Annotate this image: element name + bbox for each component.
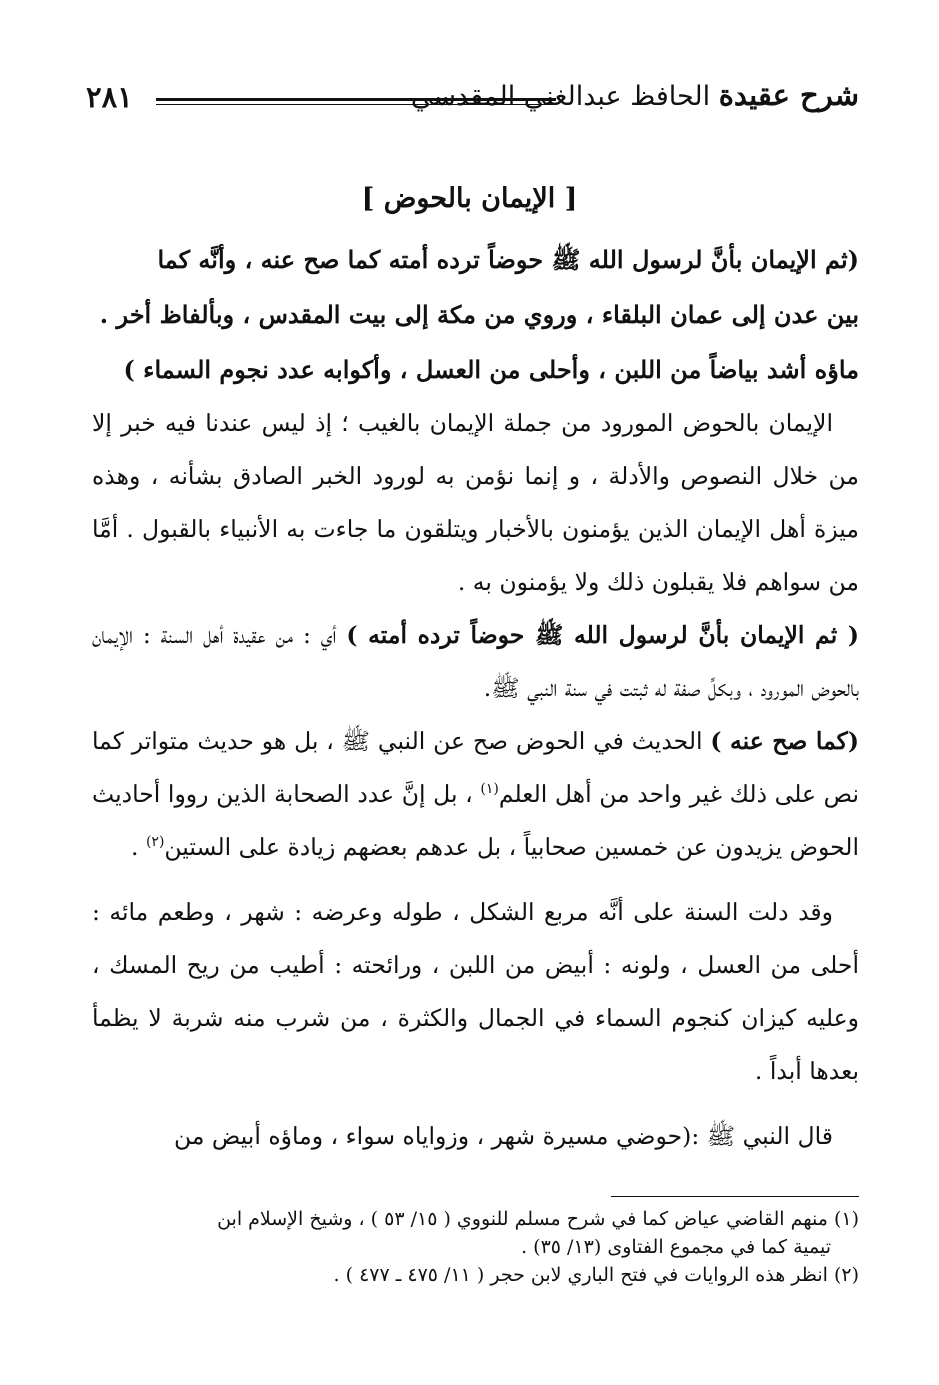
paragraph-3	[92, 715, 859, 874]
matn-block	[92, 232, 859, 397]
footnotes	[95, 1205, 859, 1289]
footnote-1-continued: تيمية كما في مجموع الفتاوى (١٣/ ٣٥) .	[521, 1236, 831, 1258]
book-title	[411, 78, 859, 112]
matn-line: ماؤه أشد بياضاً من اللبن ، وأحلى من العسل ، وأكوابه عدد نجوم السماء )	[123, 355, 859, 384]
section-heading: [ الإيمان بالحوض ]	[361, 183, 578, 214]
matn-line: (ثم الإيمان بأنَّ لرسول الله ﷺ حوضاً ترده أمته كما صح عنه ، وأنَّه كما	[157, 245, 859, 274]
paragraph-1: الإيمان بالحوض المورود من جملة الإيمان بالغيب ؛ إذ ليس عندنا فيه خبر إلا من خلال النصوص والأدلة ، و إنما نؤمن به لورود الخبر الصادق بشأنه ، وهذه ميزة أهل الإيمان الذين يؤمنون بالأخبار ويتلقون ما جاءت به الأنبياء بالقبول . أمَّا من سواهم فلا يقبلون ذلك ولا يؤمنون به .	[92, 409, 859, 596]
quoted-matn: ( ثم الإيمان بأنَّ لرسول الله ﷺ حوضاً ترده أمته )	[346, 621, 859, 649]
paragraph-4: وقد دلت السنة على أنَّه مربع الشكل ، طوله وعرضه : شهر ، وطعم مائه : أحلى من العسل ، ولونه : أبيض من اللبن ، ورائحته : أطيب من ريح المسك ، وعليه كيزان كنجوم السماء في الجمال والكثرة ، من شرب منه شربة لا يظمأ بعدها أبداً .	[92, 898, 859, 1085]
paragraph-2	[92, 609, 859, 715]
page-number: ٢٨١	[86, 80, 133, 114]
matn-line: بين عدن إلى عمان البلقاء ، وروي من مكة إلى بيت المقدس ، وبألفاظ أخر .	[99, 300, 859, 329]
commentary: الحديث في الحوض صح عن النبي ﷺ ، بل هو حديث متواتر كما نص على ذلك غير واحد من أهل العلم	[92, 727, 859, 808]
quoted-matn: (كما صح عنه )	[710, 727, 859, 755]
main-text	[92, 232, 859, 1163]
commentary: ، بل إنَّ عدد الصحابة الذين رووا أحاديث الحوض يزيدون عن خمسين صحابياً ، بل عدهم بعضهم زيادة على الستين	[92, 780, 859, 861]
commentary-end: .	[130, 833, 139, 861]
footnote-2: (٢) انظر هذه الروايات في فتح الباري لابن حجر ( ١١/ ٤٧٥ ـ ٤٧٧ ) .	[333, 1264, 859, 1286]
footnote-ref-1[interactable]: (١)	[480, 781, 499, 798]
commentary: أي : من عقيدة أهل السنة : الإيمان بالحوض المورود ، وبكلِّ صفة له ثبتت في سنة النبي ﷺ.	[92, 621, 859, 702]
footnote-ref-2[interactable]: (٢)	[145, 834, 165, 851]
footnote-1: (١) منهم القاضي عياض كما في شرح مسلم للنووي ( ١٥/ ٥٣ ) ، وشيخ الإسلام ابن	[217, 1208, 859, 1230]
book-title-strong: شرح عقيدة	[718, 78, 859, 112]
book-title-rest: الحافظ عبدالغني المقدسي	[410, 81, 711, 112]
paragraph-5: قال النبي ﷺ :(حوضي مسيرة شهر ، وزواياه سواء ، وماؤه أبيض من	[173, 1122, 833, 1150]
footnote-separator	[611, 1196, 859, 1197]
page-header	[86, 76, 859, 126]
